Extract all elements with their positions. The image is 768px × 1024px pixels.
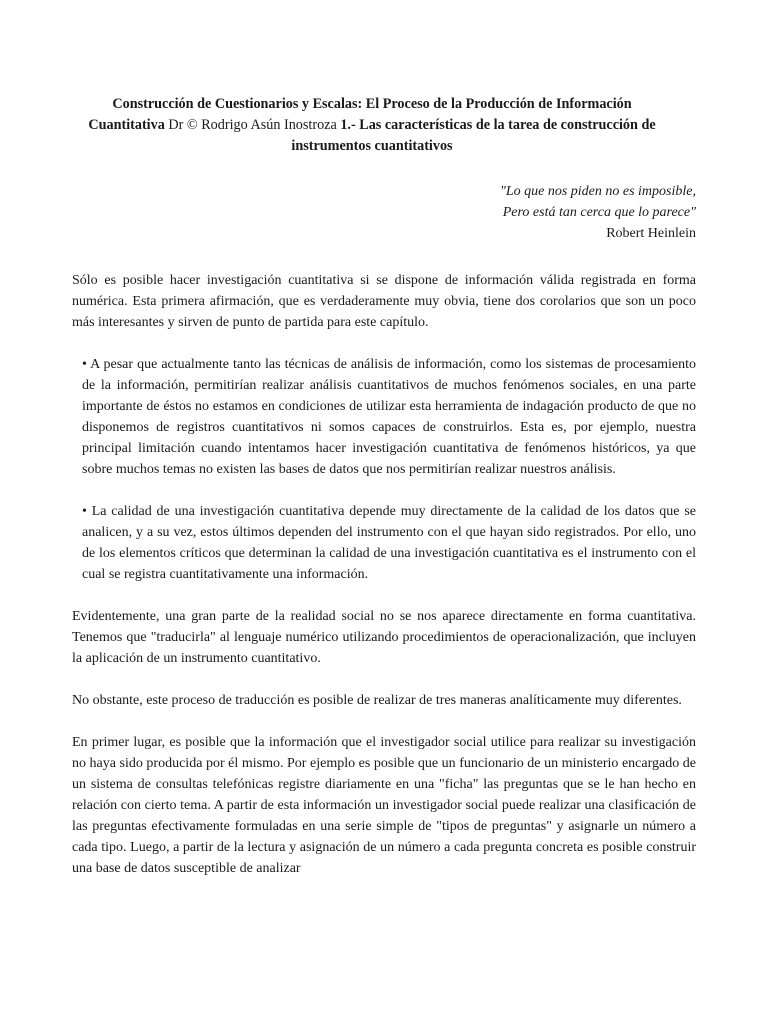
- title-author: Dr © Rodrigo Asún Inostroza: [164, 117, 341, 133]
- paragraph-intro: Sólo es posible hacer investigación cuantitativa si se dispone de información válida registrada en forma numérica. Esta primera afirmación, que es verdaderamente muy obvia, tiene dos corolarios que son un poco más interesantes y sirven de punto de partida para este capítulo.: [72, 273, 696, 330]
- bullet-paragraph-1: • A pesar que actualmente tanto las técnicas de análisis de información, como los sistemas de procesamiento de la información, permitirían realizar análisis cuantitativos de muchos fenómenos sociales, en una parte importante de éstos no estamos en condiciones de utilizar esta herramienta de indagación producto de que no disponemos de registros cuantitativos ni somos capaces de construirlos. Esta es, por ejemplo, nuestra principal limitación cuando intentamos hacer investigación cuantitativa de fenómenos históricos, ya que sobre muchos temas no existen las bases de datos que nos permitirían realizar nuestros análisis.: [82, 357, 696, 477]
- title-section: 1.- Las características de la tarea de construcción de instrumentos cuantitativos: [291, 117, 656, 154]
- paragraph-primer-lugar: En primer lugar, es posible que la información que el investigador social utilice para realizar su investigación no haya sido producida por él mismo. Por ejemplo es posible que un funcionario de un ministerio encargado de un sistema de consultas telefónicas registre diariamente en una "ficha" las preguntas que se le han hecho en relación con cierto tema. A partir de esta información un investigador social puede realizar una clasificación de las preguntas efectivamente formuladas en una serie simple de "tipos de preguntas" y asignarle un número a cada tipo. Luego, a partir de la lectura y asignación de un número a cada pregunta concreta es posible construir una base de datos susceptible de analizar: [72, 735, 696, 876]
- paragraph-no-obstante: No obstante, este proceso de traducción es posible de realizar de tres maneras analíticamente muy diferentes.: [72, 693, 682, 708]
- epigraph-line-2: Pero está tan cerca que lo parece": [502, 205, 696, 220]
- epigraph-line-1: "Lo que nos piden no es imposible,: [499, 184, 696, 199]
- epigraph: [72, 181, 696, 244]
- paragraph-evidentemente: Evidentemente, una gran parte de la realidad social no se nos aparece directamente en forma cuantitativa. Tenemos que "traducirla" al lenguaje numérico utilizando procedimientos de operacionalización, que incluyen la aplicación de un instrumento cuantitativo.: [72, 609, 696, 666]
- title-main: Construcción de Cuestionarios y Escalas: El Proceso de la Producción de Información Cuantitativa: [88, 96, 632, 133]
- document-title: [78, 94, 666, 157]
- epigraph-author: Robert Heinlein: [606, 226, 696, 241]
- bullet-paragraph-2: • La calidad de una investigación cuantitativa depende muy directamente de la calidad de los datos que se analicen, y a su vez, estos últimos dependen del instrumento con el que hayan sido registrados. Por ello, uno de los elementos críticos que determinan la calidad de una investigación cuantitativa es el instrumento con el cual se registra cuantitativamente una información.: [82, 504, 696, 582]
